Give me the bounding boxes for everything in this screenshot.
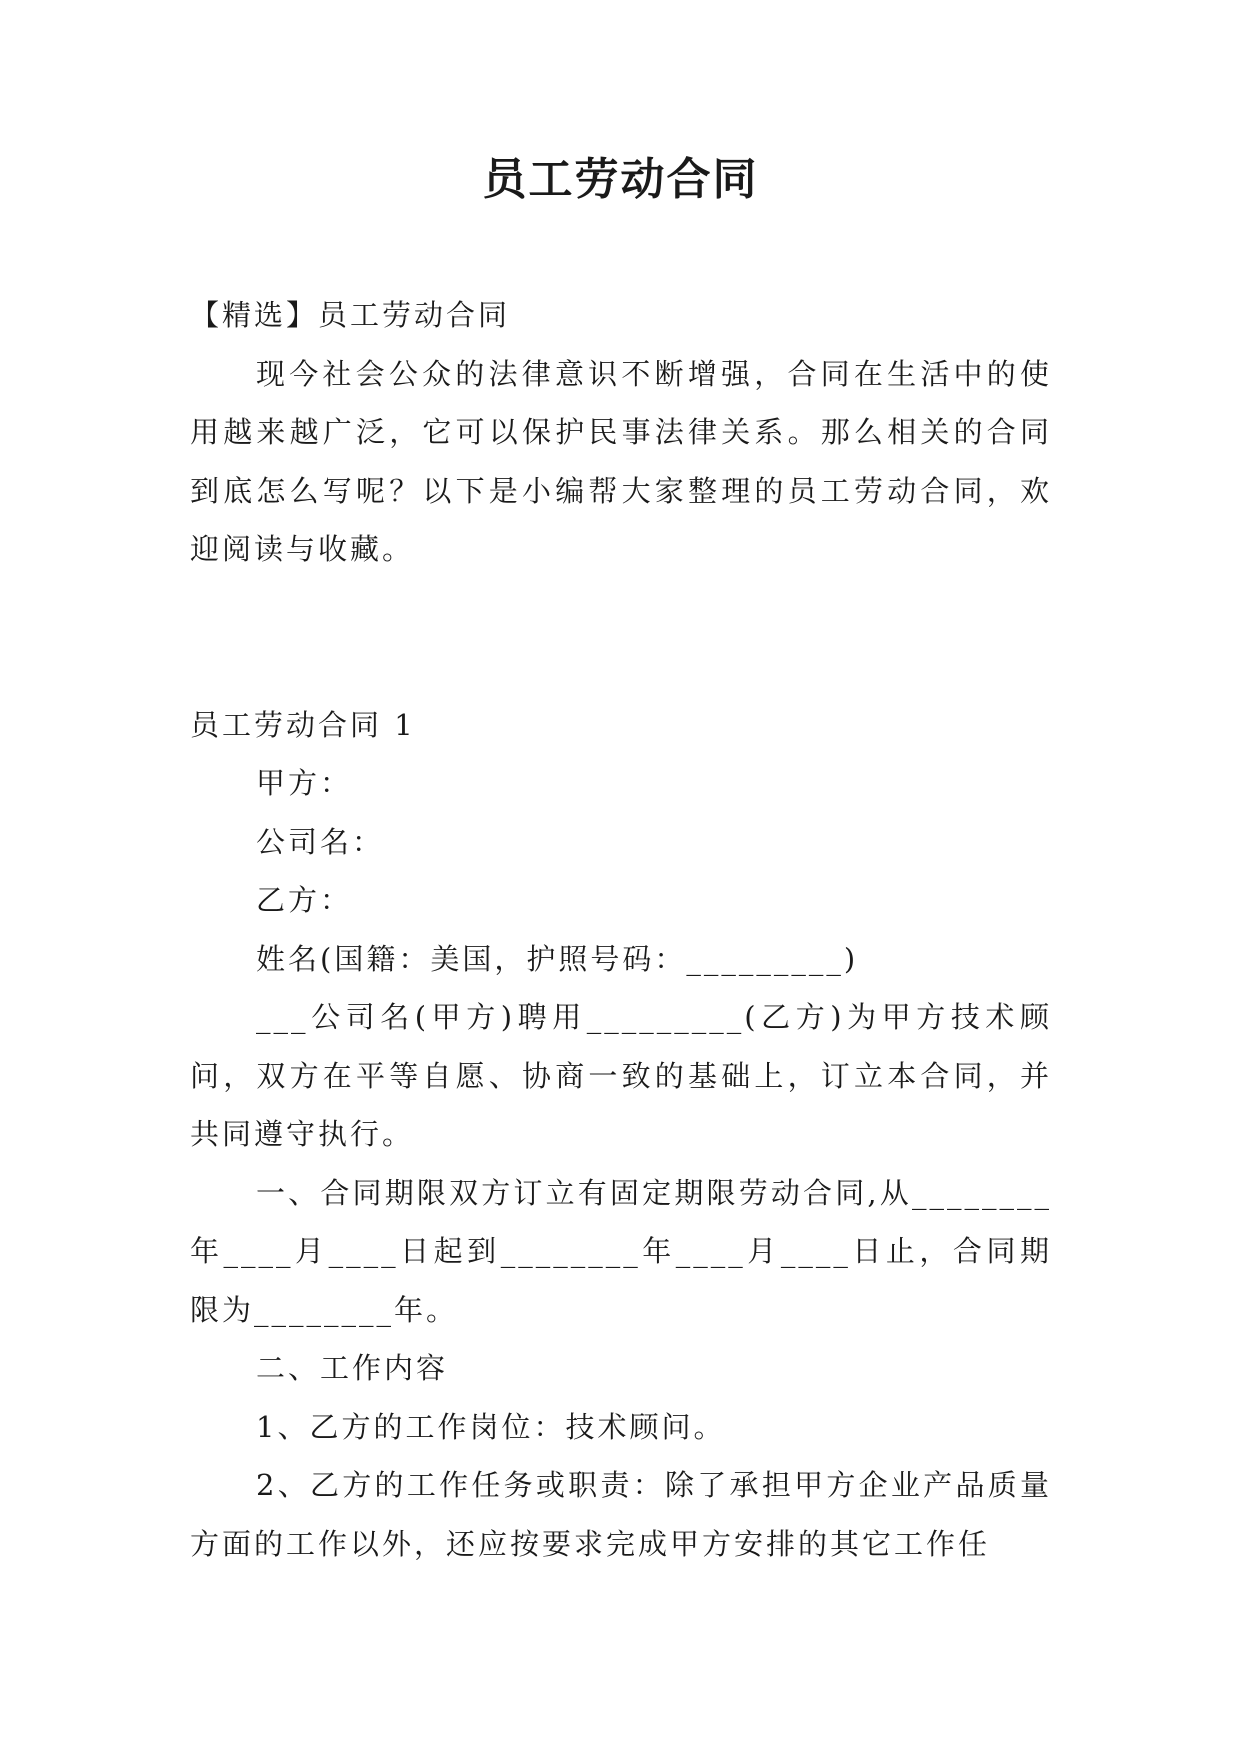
work-item-2: 2、乙方的工作任务或职责：除了承担甲方企业产品质量方面的工作以外，还应按要求完成甲方安排的其它工作任 [190,1468,1052,1561]
name-line: 姓名(国籍：美国，护照号码：_________) [256,941,859,976]
work-content-heading: 二、工作内容 [256,1351,449,1385]
company-name-label: 公司名： [256,824,385,859]
work-item-1: 1、乙方的工作岗位：技术顾问。 [256,1409,726,1444]
section-spacer [190,579,1052,696]
term-clause: 一、合同期限双方订立有固定期限劳动合同,从________年____月____日起到________年____月____日止，合同期限为________年。 [190,1175,1052,1327]
document-body [190,286,1052,1573]
section-heading: 员工劳动合同 1 [190,707,416,742]
party-a-label: 甲方： [256,766,353,800]
subtitle: 【精选】员工劳动合同 [190,298,511,332]
hiring-clause: ___公司名(甲方)聘用_________(乙方)为甲方技术顾问，双方在平等自愿、协商一致的基础上，订立本合同，并共同遵守执行。 [190,1000,1052,1151]
document-title: 员工劳动合同 [482,154,759,205]
party-b-label: 乙方： [256,883,353,917]
intro-paragraph: 现今社会公众的法律意识不断增强，合同在生活中的使用越来越广泛，它可以保护民事法律关系。那么相关的合同到底怎么写呢？以下是小编帮大家整理的员工劳动合同，欢迎阅读与收藏。 [190,356,1052,566]
